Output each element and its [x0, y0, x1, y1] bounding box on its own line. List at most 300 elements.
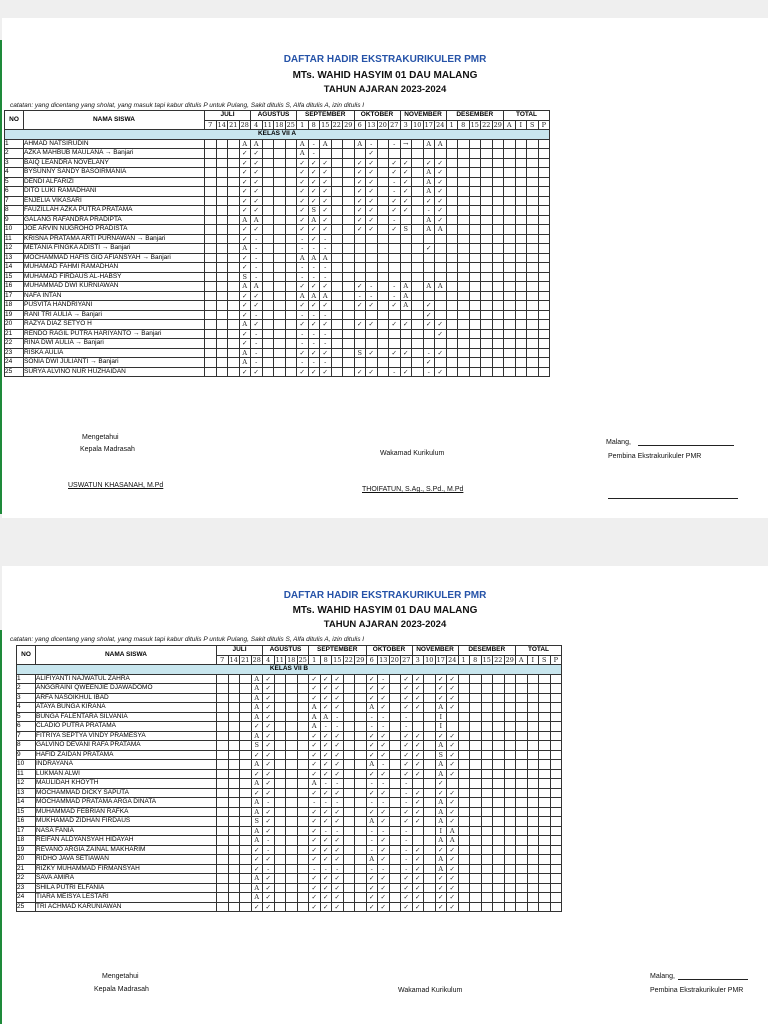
attendance-cell: ✓: [378, 874, 390, 884]
attendance-cell: [469, 310, 481, 320]
attendance-cell: [205, 367, 217, 377]
attendance-cell: ✓: [447, 760, 459, 770]
attendance-cell: ✓: [297, 196, 309, 206]
attendance-cell: [458, 703, 470, 713]
attendance-cell: [228, 358, 240, 368]
attendance-cell: [331, 139, 343, 149]
attendance-cell: ✓: [423, 320, 435, 330]
student-name: SAVA AMIRA: [36, 874, 217, 884]
table-row: [17, 893, 562, 903]
total-cell: [538, 168, 550, 178]
attendance-cell: [262, 149, 274, 159]
attendance-cell: [262, 358, 274, 368]
attendance-cell: [481, 693, 493, 703]
attendance-cell: [355, 836, 367, 846]
attendance-cell: [481, 836, 493, 846]
attendance-cell: [286, 731, 298, 741]
attendance-cell: [331, 206, 343, 216]
attendance-cell: ✓: [366, 196, 378, 206]
attendance-cell: [343, 883, 355, 893]
total-cell: [538, 206, 550, 216]
attendance-cell: [331, 310, 343, 320]
attendance-cell: [343, 760, 355, 770]
table-row: [17, 788, 562, 798]
attendance-cell: ✓: [309, 769, 321, 779]
attendance-cell: [274, 674, 286, 684]
attendance-cell: ✓: [366, 367, 378, 377]
attendance-cell: [423, 253, 435, 263]
total-cell: [527, 731, 539, 741]
attendance-cell: [492, 253, 504, 263]
attendance-cell: [481, 826, 493, 836]
attendance-cell: [504, 760, 516, 770]
attendance-cell: [240, 693, 252, 703]
attendance-cell: [274, 760, 286, 770]
attendance-cell: [458, 750, 470, 760]
attendance-cell: -: [401, 712, 413, 722]
attendance-cell: ✓: [412, 693, 424, 703]
total-cell: [516, 760, 528, 770]
attendance-cell: [217, 712, 229, 722]
total-cell: [504, 234, 516, 244]
attendance-cell: [228, 750, 240, 760]
attendance-cell: [389, 329, 401, 339]
attendance-cell: [492, 282, 504, 292]
attendance-cell: ✓: [378, 693, 390, 703]
attendance-cell: [400, 234, 412, 244]
total-cell: [538, 149, 550, 159]
day-header: 25: [298, 655, 307, 664]
attendance-cell: -: [320, 263, 332, 273]
attendance-cell: [297, 712, 309, 722]
day-header: 14: [229, 655, 238, 664]
attendance-cell: ✓: [239, 291, 251, 301]
attendance-cell: ✓: [378, 817, 390, 827]
day-header: 1: [309, 655, 321, 665]
attendance-cell: -: [263, 864, 275, 874]
attendance-cell: [343, 234, 355, 244]
attendance-cell: ✓: [239, 310, 251, 320]
student-no: 2: [5, 149, 24, 159]
attendance-cell: [470, 788, 482, 798]
attendance-cell: A: [366, 855, 378, 865]
total-cell: [504, 282, 516, 292]
attendance-cell: ✓: [447, 674, 459, 684]
attendance-cell: [389, 731, 401, 741]
attendance-cell: [412, 282, 424, 292]
attendance-cell: ✓: [435, 893, 447, 903]
attendance-cell: [355, 779, 367, 789]
attendance-cell: [492, 329, 504, 339]
day-header: 27: [390, 120, 399, 129]
attendance-cell: [354, 339, 366, 349]
attendance-cell: [297, 817, 309, 827]
student-name: CLADIO PUTRA PRATAMA: [36, 722, 217, 732]
student-no: 18: [17, 836, 36, 846]
total-cell: [550, 779, 562, 789]
attendance-cell: A: [251, 731, 263, 741]
total-cell: [538, 348, 550, 358]
attendance-cell: -: [251, 253, 263, 263]
attendance-cell: [389, 864, 401, 874]
total-cell: [527, 348, 539, 358]
student-name: DITO LUKI RAMADHANI: [24, 187, 205, 197]
class-label: KELAS VII A: [5, 130, 550, 140]
attendance-cell: [504, 883, 516, 893]
attendance-cell: [343, 301, 355, 311]
attendance-cell: ✓: [400, 177, 412, 187]
student-name: LUKMAN ALWI: [36, 769, 217, 779]
attendance-cell: [435, 244, 447, 254]
attendance-cell: [205, 234, 217, 244]
attendance-cell: [458, 206, 470, 216]
attendance-cell: [493, 893, 505, 903]
attendance-cell: -: [308, 310, 320, 320]
attendance-cell: ✓: [297, 187, 309, 197]
attendance-cell: [493, 826, 505, 836]
attendance-cell: [389, 883, 401, 893]
total-cell: [539, 741, 551, 751]
total-cell: [515, 187, 527, 197]
attendance-cell: ✓: [320, 215, 332, 225]
attendance-cell: ✓: [412, 703, 424, 713]
total-cell: [527, 750, 539, 760]
attendance-cell: ✓: [423, 158, 435, 168]
attendance-cell: ✓: [401, 693, 413, 703]
attendance-cell: ✓: [378, 684, 390, 694]
attendance-cell: [446, 301, 458, 311]
attendance-cell: [286, 883, 298, 893]
attendance-cell: -: [332, 779, 344, 789]
attendance-cell: ✓: [447, 741, 459, 751]
attendance-cell: ✓: [251, 769, 263, 779]
attendance-cell: A: [251, 893, 263, 903]
total-cell: [515, 234, 527, 244]
attendance-cell: ✓: [309, 760, 321, 770]
attendance-cell: [389, 760, 401, 770]
attendance-cell: -: [354, 291, 366, 301]
attendance-cell: [424, 760, 436, 770]
attendance-cell: [228, 836, 240, 846]
class-row: [5, 130, 550, 140]
student-no: 24: [17, 893, 36, 903]
attendance-cell: ✓: [447, 693, 459, 703]
attendance-cell: [297, 779, 309, 789]
student-name: MUKHAMAD ZIDHAN FIRDAUS: [36, 817, 217, 827]
student-name: FAUZILLAH AZKA PUTRA PRATAMA: [24, 206, 205, 216]
total-cell: [527, 339, 539, 349]
table-row: [5, 301, 550, 311]
attendance-cell: [389, 845, 401, 855]
attendance-cell: [481, 864, 493, 874]
table-row: [5, 339, 550, 349]
attendance-cell: [343, 367, 355, 377]
attendance-cell: ✓: [354, 177, 366, 187]
attendance-cell: ✓: [378, 703, 390, 713]
attendance-cell: [481, 712, 493, 722]
attendance-cell: [343, 139, 355, 149]
attendance-cell: [216, 187, 228, 197]
student-no: 10: [17, 760, 36, 770]
attendance-cell: [285, 244, 297, 254]
attendance-cell: [458, 263, 470, 273]
attendance-cell: [228, 731, 240, 741]
attendance-cell: [435, 234, 447, 244]
attendance-cell: ✓: [263, 807, 275, 817]
attendance-cell: ✓: [447, 864, 459, 874]
attendance-cell: [481, 282, 493, 292]
attendance-cell: [354, 234, 366, 244]
student-name: ARFA NASOIKHUL IBAD: [36, 693, 217, 703]
attendance-cell: A: [251, 215, 263, 225]
attendance-cell: [389, 807, 401, 817]
attendance-cell: [216, 244, 228, 254]
attendance-cell: [446, 244, 458, 254]
attendance-cell: ✓: [366, 301, 378, 311]
attendance-cell: [400, 358, 412, 368]
attendance-cell: [492, 367, 504, 377]
attendance-cell: [228, 282, 240, 292]
attendance-cell: [285, 158, 297, 168]
attendance-cell: ✓: [320, 367, 332, 377]
attendance-cell: [412, 358, 424, 368]
total-cell: [538, 244, 550, 254]
attendance-cell: [458, 196, 470, 206]
attendance-cell: -: [251, 272, 263, 282]
attendance-cell: [205, 139, 217, 149]
attendance-cell: [458, 883, 470, 893]
attendance-cell: [377, 310, 389, 320]
total-cell: [527, 158, 539, 168]
attendance-cell: [354, 272, 366, 282]
attendance-cell: ✓: [309, 845, 321, 855]
attendance-cell: ✓: [332, 731, 344, 741]
table-row: [5, 263, 550, 273]
total-cell: [515, 291, 527, 301]
attendance-cell: [446, 196, 458, 206]
day-header: 1: [446, 120, 458, 130]
total-cell: [527, 329, 539, 339]
total-cell: [550, 826, 562, 836]
student-name: PUSVITA HANDRIYANI: [24, 301, 205, 311]
attendance-cell: [355, 893, 367, 903]
attendance-cell: A: [423, 187, 435, 197]
total-cell: [527, 215, 539, 225]
attendance-cell: [424, 845, 436, 855]
attendance-cell: [377, 177, 389, 187]
col-header-no: NO: [5, 111, 24, 130]
attendance-cell: [458, 855, 470, 865]
attendance-cell: [481, 741, 493, 751]
table-row: [17, 760, 562, 770]
class-row: [17, 665, 562, 675]
attendance-cell: ✓: [251, 196, 263, 206]
attendance-cell: [354, 244, 366, 254]
total-cell: [538, 139, 550, 149]
attendance-cell: [240, 684, 252, 694]
attendance-cell: [274, 329, 286, 339]
student-no: 9: [5, 215, 24, 225]
attendance-cell: ✓: [400, 320, 412, 330]
attendance-cell: [205, 291, 217, 301]
attendance-cell: ✓: [435, 693, 447, 703]
attendance-cell: [435, 358, 447, 368]
total-cell: [550, 769, 562, 779]
attendance-cell: [274, 845, 286, 855]
attendance-cell: [492, 206, 504, 216]
attendance-cell: [481, 684, 493, 694]
attendance-cell: ✓: [412, 760, 424, 770]
attendance-cell: [228, 769, 240, 779]
attendance-cell: [481, 215, 493, 225]
attendance-cell: -: [366, 826, 378, 836]
attendance-cell: ✓: [412, 731, 424, 741]
student-name: GALANG RAFANDRA PRADIPTA: [24, 215, 205, 225]
attendance-cell: [355, 750, 367, 760]
attendance-cell: ✓: [366, 788, 378, 798]
attendance-cell: ✓: [401, 760, 413, 770]
attendance-cell: ✓: [239, 168, 251, 178]
attendance-cell: ✓: [263, 693, 275, 703]
total-cell: [504, 272, 516, 282]
total-cell: [504, 177, 516, 187]
attendance-cell: [424, 779, 436, 789]
attendance-cell: [216, 158, 228, 168]
attendance-cell: [228, 177, 240, 187]
day-header: 25: [286, 120, 295, 129]
attendance-cell: [493, 836, 505, 846]
attendance-cell: A: [435, 855, 447, 865]
attendance-cell: [343, 902, 355, 912]
attendance-cell: [423, 263, 435, 273]
total-cell: [515, 149, 527, 159]
attendance-cell: [481, 750, 493, 760]
total-cell: [527, 798, 539, 808]
attendance-cell: [343, 149, 355, 159]
total-cell: [504, 291, 516, 301]
attendance-cell: [297, 864, 309, 874]
sign-right-place: Malang,: [606, 439, 631, 446]
attendance-cell: -: [366, 845, 378, 855]
attendance-cell: [240, 874, 252, 884]
attendance-cell: [469, 272, 481, 282]
attendance-cell: -: [309, 864, 321, 874]
attendance-cell: [412, 253, 424, 263]
attendance-cell: [412, 263, 424, 273]
attendance-cell: [297, 693, 309, 703]
attendance-cell: ✓: [320, 845, 332, 855]
attendance-cell: [343, 320, 355, 330]
total-cell: [504, 139, 516, 149]
total-cell: [527, 693, 539, 703]
student-no: 22: [17, 874, 36, 884]
attendance-cell: [355, 703, 367, 713]
student-no: 5: [5, 177, 24, 187]
attendance-cell: [435, 253, 447, 263]
attendance-cell: [228, 196, 240, 206]
table-row: [5, 329, 550, 339]
attendance-cell: A: [308, 215, 320, 225]
total-col-header: A: [516, 655, 528, 665]
total-cell: [538, 215, 550, 225]
attendance-cell: [262, 196, 274, 206]
total-cell: [516, 798, 528, 808]
attendance-cell: [389, 826, 401, 836]
attendance-cell: [492, 187, 504, 197]
attendance-cell: [354, 263, 366, 273]
attendance-cell: ✓: [251, 225, 263, 235]
attendance-cell: [228, 741, 240, 751]
attendance-cell: [228, 712, 240, 722]
attendance-cell: -: [320, 358, 332, 368]
attendance-cell: [458, 168, 470, 178]
table-row: [17, 874, 562, 884]
total-cell: [504, 187, 516, 197]
student-no: 7: [5, 196, 24, 206]
student-name: METANIA FINGKA ADISTI → Banjari: [24, 244, 205, 254]
attendance-cell: [228, 291, 240, 301]
attendance-cell: ✓: [378, 883, 390, 893]
total-cell: [550, 855, 562, 865]
attendance-cell: [504, 836, 516, 846]
attendance-cell: [458, 282, 470, 292]
attendance-cell: ✓: [447, 769, 459, 779]
attendance-cell: [217, 769, 229, 779]
attendance-cell: [285, 253, 297, 263]
total-cell: [550, 883, 562, 893]
total-cell: [527, 244, 539, 254]
attendance-cell: -: [378, 779, 390, 789]
attendance-cell: [377, 168, 389, 178]
attendance-cell: ✓: [435, 674, 447, 684]
attendance-cell: [343, 348, 355, 358]
attendance-cell: ✓: [447, 855, 459, 865]
attendance-cell: [274, 139, 286, 149]
attendance-cell: ✓: [401, 731, 413, 741]
attendance-cell: [240, 807, 252, 817]
student-no: 19: [17, 845, 36, 855]
attendance-cell: -: [366, 139, 378, 149]
attendance-cell: [366, 244, 378, 254]
student-name: MUHAMAD FAHMI RAMADHAN: [24, 263, 205, 273]
attendance-cell: A: [309, 712, 321, 722]
attendance-cell: [274, 769, 286, 779]
attendance-cell: [481, 731, 493, 741]
attendance-cell: -: [378, 712, 390, 722]
attendance-cell: -: [297, 244, 309, 254]
total-col-header: S: [527, 120, 539, 130]
attendance-cell: [286, 684, 298, 694]
total-cell: [550, 836, 562, 846]
attendance-cell: [355, 741, 367, 751]
attendance-cell: ✓: [435, 158, 447, 168]
attendance-cell: [366, 310, 378, 320]
attendance-cell: -: [308, 358, 320, 368]
total-cell: [538, 367, 550, 377]
attendance-cell: [343, 722, 355, 732]
attendance-cell: [216, 168, 228, 178]
attendance-cell: [240, 769, 252, 779]
attendance-cell: -: [378, 760, 390, 770]
attendance-cell: [285, 291, 297, 301]
attendance-cell: [424, 750, 436, 760]
total-cell: [504, 348, 516, 358]
attendance-cell: A: [435, 864, 447, 874]
col-header-name: NAMA SISWA: [36, 646, 217, 665]
attendance-cell: [389, 253, 401, 263]
attendance-cell: [274, 883, 286, 893]
attendance-cell: A: [239, 358, 251, 368]
